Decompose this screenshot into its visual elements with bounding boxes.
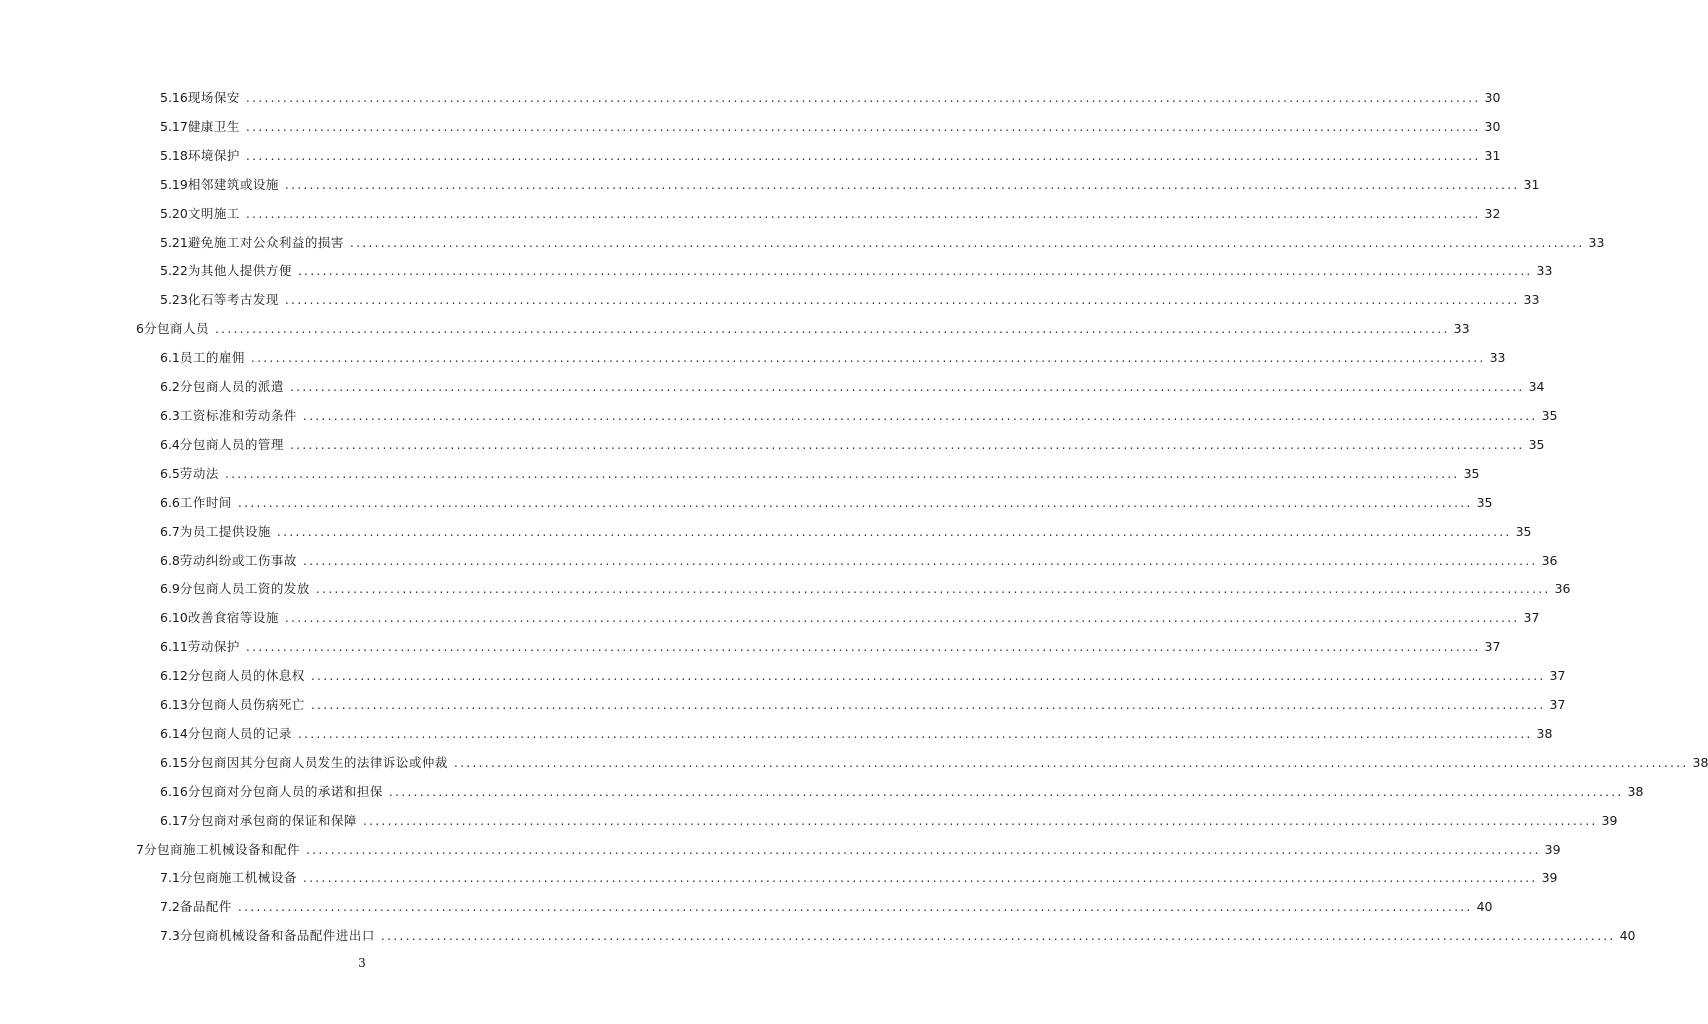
toc-entry-title: 分包商对承包商的保证和保障 [187, 812, 357, 828]
toc-entry-title: 分包商人员的派遣 [179, 379, 284, 395]
toc-entry-title: 化石等考古发现 [187, 292, 279, 308]
toc-entry-number: 5.22 [160, 263, 188, 279]
toc-entry[interactable] [0, 146, 1501, 175]
toc-entry-title: 分包商人员 [143, 321, 209, 337]
toc-entry-title: 备品配件 [179, 899, 232, 915]
toc-entry-page: 39 [1601, 812, 1618, 828]
toc-entry[interactable] [0, 926, 1636, 955]
toc-entry-page: 30 [1484, 90, 1501, 105]
toc-entry-page: 35 [1463, 465, 1480, 481]
toc-entry-page: 39 [1544, 841, 1561, 857]
toc-entry-title: 环境保护 [187, 147, 240, 163]
toc-entry[interactable] [0, 290, 1540, 319]
toc-entry-title: 分包商施工机械设备 [179, 870, 297, 886]
toc-entry-number: 5.18 [160, 147, 188, 163]
toc-entry-page: 40 [1619, 928, 1636, 944]
toc-entry-number: 7 [136, 841, 144, 857]
toc-entry-page: 36 [1541, 552, 1558, 568]
toc-entry[interactable] [0, 811, 1618, 840]
toc-entry[interactable] [0, 406, 1558, 435]
toc-entry-title: 为其他人提供方便 [187, 263, 292, 279]
dot-leader: ........................................................................................................................................................................................................ [214, 321, 1450, 337]
toc-entry-title: 劳动法 [179, 465, 219, 481]
toc-entry-number: 6.10 [160, 610, 188, 626]
toc-entry-page: 38 [1692, 754, 1708, 770]
toc-entry-title: 相邻建筑或设施 [187, 176, 279, 192]
toc-entry-title: 健康卫生 [187, 118, 240, 134]
toc-entry-title: 分包商因其分包商人员发生的法律诉讼或仲裁 [187, 754, 448, 770]
toc-entry[interactable] [0, 666, 1566, 695]
toc-entry[interactable] [0, 117, 1501, 146]
page-number: 3 [358, 956, 366, 970]
toc-entry-number: 6.15 [160, 754, 188, 770]
dot-leader: ........................................................................................................................................................................................................ [284, 610, 1520, 626]
dot-leader: ........................................................................................................................................................................................................ [305, 841, 1541, 857]
dot-leader: ........................................................................................................................................................................................................ [310, 697, 1546, 713]
dot-leader: ........................................................................................................................................................................................................ [289, 436, 1525, 452]
toc-entry[interactable] [0, 724, 1553, 753]
toc-entry-number: 5.20 [160, 205, 188, 221]
toc-entry[interactable] [0, 464, 1480, 493]
toc-entry-page: 37 [1523, 610, 1540, 626]
toc-entry-number: 6.11 [160, 639, 188, 655]
toc-entry-number: 6.5 [160, 465, 180, 481]
dot-leader: ........................................................................................................................................................................................................ [349, 234, 1585, 250]
toc-entry-title: 分包商机械设备和备品配件进出口 [179, 928, 375, 944]
toc-entry-number: 6.13 [160, 697, 188, 713]
toc-entry-number: 6.7 [160, 523, 180, 539]
toc-entry[interactable] [0, 493, 1493, 522]
toc-entry-number: 5.21 [160, 234, 188, 250]
toc-entry-page: 35 [1528, 436, 1545, 452]
toc-entry[interactable] [0, 377, 1545, 406]
toc-entry[interactable] [0, 435, 1545, 464]
toc-entry-number: 7.1 [160, 870, 180, 886]
toc-entry[interactable] [0, 868, 1558, 897]
toc-entry-number: 6.17 [160, 812, 188, 828]
toc-entry-number: 6.16 [160, 783, 188, 799]
toc-entry-number: 6.1 [160, 350, 180, 366]
table-of-contents [0, 88, 1708, 955]
dot-leader: ........................................................................................................................................................................................................ [245, 147, 1481, 163]
toc-entry-number: 6.14 [160, 725, 188, 741]
toc-entry-title: 劳动纠纷或工伤事故 [179, 552, 297, 568]
toc-entry-page: 33 [1489, 350, 1506, 366]
toc-entry-title: 工作时间 [179, 494, 232, 510]
toc-entry-number: 6.6 [160, 494, 180, 510]
dot-leader: ........................................................................................................................................................................................................ [245, 639, 1481, 655]
toc-entry-title: 文明施工 [187, 205, 240, 221]
toc-entry-page: 33 [1536, 263, 1553, 279]
toc-entry-page: 33 [1523, 292, 1540, 308]
toc-entry-number: 6 [136, 321, 144, 337]
toc-entry-number: 7.2 [160, 899, 180, 915]
toc-entry-page: 33 [1453, 321, 1470, 337]
toc-entry[interactable] [0, 319, 1470, 348]
toc-entry[interactable] [0, 897, 1493, 926]
dot-leader: ........................................................................................................................................................................................................ [250, 350, 1486, 366]
toc-entry-number: 6.12 [160, 668, 188, 684]
toc-entry-page: 31 [1523, 176, 1540, 192]
dot-leader: ........................................................................................................................................................................................................ [224, 465, 1460, 481]
dot-leader: ........................................................................................................................................................................................................ [302, 552, 1538, 568]
toc-entry-page: 35 [1541, 407, 1558, 423]
dot-leader: ........................................................................................................................................................................................................ [237, 899, 1473, 915]
dot-leader: ........................................................................................................................................................................................................ [297, 725, 1533, 741]
toc-entry[interactable] [0, 637, 1501, 666]
toc-entry-number: 6.2 [160, 379, 180, 395]
toc-entry-page: 38 [1627, 783, 1644, 799]
toc-entry-number: 5.19 [160, 176, 188, 192]
toc-entry-number: 6.3 [160, 407, 180, 423]
toc-entry-title: 工资标准和劳动条件 [179, 407, 297, 423]
toc-entry[interactable] [0, 579, 1571, 608]
dot-leader: ........................................................................................................................................................................................................ [362, 812, 1598, 828]
toc-entry[interactable] [0, 608, 1540, 637]
toc-entry-number: 6.8 [160, 552, 180, 568]
toc-entry-page: 39 [1541, 870, 1558, 886]
toc-entry-title: 分包商对分包商人员的承诺和担保 [187, 783, 383, 799]
toc-entry[interactable] [0, 840, 1561, 869]
dot-leader: ........................................................................................................................................................................................................ [302, 407, 1538, 423]
dot-leader: ........................................................................................................................................................................................................ [245, 205, 1481, 221]
toc-entry-title: 分包商人员工资的发放 [179, 581, 310, 597]
toc-entry-page: 37 [1549, 668, 1566, 684]
toc-entry-number: 5.17 [160, 118, 188, 134]
dot-leader: ........................................................................................................................................................................................................ [289, 379, 1525, 395]
dot-leader: ........................................................................................................................................................................................................ [453, 754, 1689, 770]
dot-leader: ........................................................................................................................................................................................................ [245, 90, 1481, 105]
dot-leader: ........................................................................................................................................................................................................ [284, 292, 1520, 308]
toc-entry-page: 33 [1588, 234, 1605, 250]
toc-entry-number: 7.3 [160, 928, 180, 944]
toc-entry[interactable] [0, 261, 1553, 290]
dot-leader: ........................................................................................................................................................................................................ [276, 523, 1512, 539]
toc-entry-number: 6.4 [160, 436, 180, 452]
toc-entry-page: 35 [1515, 523, 1532, 539]
toc-entry-page: 38 [1536, 725, 1553, 741]
dot-leader: ........................................................................................................................................................................................................ [237, 494, 1473, 510]
toc-entry-page: 37 [1484, 639, 1501, 655]
dot-leader: ........................................................................................................................................................................................................ [380, 928, 1616, 944]
toc-entry-number: 6.9 [160, 581, 180, 597]
toc-entry[interactable] [0, 695, 1566, 724]
toc-entry-page: 37 [1549, 697, 1566, 713]
toc-entry[interactable] [0, 522, 1532, 551]
toc-entry[interactable] [0, 782, 1644, 811]
toc-entry[interactable] [0, 233, 1605, 262]
toc-entry-title: 分包商人员的记录 [187, 725, 292, 741]
toc-entry-page: 40 [1476, 899, 1493, 915]
toc-entry-title: 为员工提供设施 [179, 523, 271, 539]
toc-entry[interactable] [0, 753, 1708, 782]
toc-entry[interactable] [0, 88, 1501, 117]
toc-entry-page: 36 [1554, 581, 1571, 597]
toc-entry-number: 5.23 [160, 292, 188, 308]
toc-entry-title: 劳动保护 [187, 639, 240, 655]
toc-entry[interactable] [0, 551, 1558, 580]
dot-leader: ........................................................................................................................................................................................................ [245, 118, 1481, 134]
dot-leader: ........................................................................................................................................................................................................ [388, 783, 1624, 799]
toc-entry[interactable] [0, 348, 1506, 377]
dot-leader: ........................................................................................................................................................................................................ [297, 263, 1533, 279]
toc-entry-page: 35 [1476, 494, 1493, 510]
toc-entry-title: 员工的雇佣 [179, 350, 245, 366]
toc-entry[interactable] [0, 204, 1501, 233]
toc-entry-number: 5.16 [160, 90, 188, 105]
toc-entry-page: 31 [1484, 147, 1501, 163]
toc-entry-title: 现场保安 [187, 90, 240, 105]
toc-entry-title: 避免施工对公众利益的损害 [187, 234, 344, 250]
toc-entry-title: 分包商人员的休息权 [187, 668, 305, 684]
toc-entry-page: 34 [1528, 379, 1545, 395]
toc-entry-page: 30 [1484, 118, 1501, 134]
toc-entry-title: 改善食宿等设施 [187, 610, 279, 626]
toc-entry[interactable] [0, 175, 1540, 204]
dot-leader: ........................................................................................................................................................................................................ [302, 870, 1538, 886]
toc-entry-title: 分包商人员的管理 [179, 436, 284, 452]
toc-entry-title: 分包商施工机械设备和配件 [143, 841, 300, 857]
dot-leader: ........................................................................................................................................................................................................ [284, 176, 1520, 192]
dot-leader: ........................................................................................................................................................................................................ [315, 581, 1551, 597]
toc-entry-page: 32 [1484, 205, 1501, 221]
dot-leader: ........................................................................................................................................................................................................ [310, 668, 1546, 684]
toc-entry-title: 分包商人员伤病死亡 [187, 697, 305, 713]
